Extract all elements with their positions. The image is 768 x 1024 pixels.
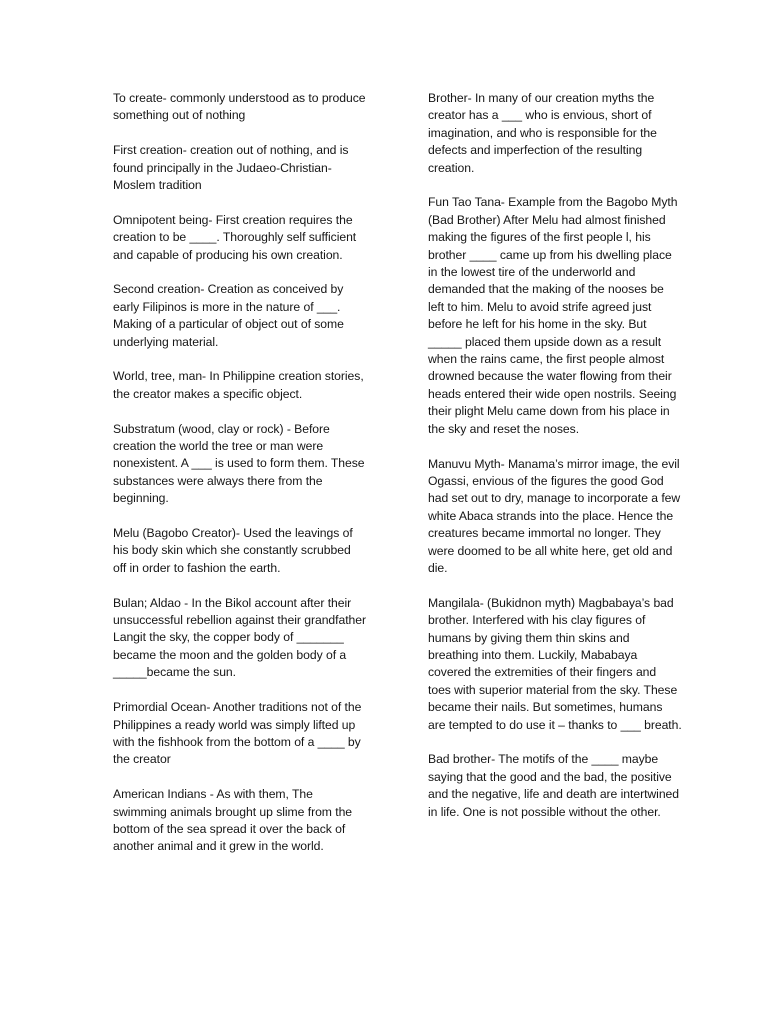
- definition-melu: Melu (Bagobo Creator)- Used the leavings of his body skin which she constantly scrubbed off in order to fashion the earth.: [113, 526, 353, 575]
- right-column: [428, 90, 682, 821]
- definition-brother: Brother- In many of our creation myths the creator has a ___ who is envious, short of imagination, and who is responsible for the defects and imperfection of the resulting creation.: [428, 91, 657, 175]
- definition-first-creation: First creation- creation out of nothing, and is found principally in the Judaeo-Christian-Moslem tradition: [113, 143, 349, 193]
- definition-primordial-ocean: Primordial Ocean- Another traditions not of the Philippines a ready world was simply lifted up with the fishhook from the bottom of a ____ by the creator: [113, 700, 362, 767]
- definition-mangilala: Mangilala- (Bukidnon myth) Magbabaya’s bad brother. Interfered with his clay figures of humans by giving them thin skins and breathing into them. Luckily, Mababaya covered the extremities of their fingers and toes with superior material from the sky. These became their nails. But sometimes, humans are tempted to do use it – thanks to ___ breath.: [428, 595, 682, 732]
- definition-omnipotent-being: Omnipotent being- First creation requires the creation to be ____. Thoroughly self sufficient and capable of producing his own creation.: [113, 212, 357, 262]
- definition-world-tree-man: World, tree, man- In Philippine creation stories, the creator makes a specific object.: [113, 369, 364, 401]
- definition-bulan-aldao: Bulan; Aldao - In the Bikol account after their unsuccessful rebellion against their grandfather Langit the sky, the copper body of _______ became the moon and the golden body of a _____became the sun.: [113, 595, 367, 680]
- definition-bad-brother: Bad brother- The motifs of the ____ maybe saying that the good and the bad, the positive and the negative, life and death are intertwined in life. One is not possible without the other.: [428, 752, 680, 819]
- definition-american-indians: American Indians - As with them, The swimming animals brought up slime from the bottom of the sea spread it over the back of another animal and it grew in the world.: [113, 787, 353, 854]
- definition-substratum: Substratum (wood, clay or rock) - Before creation the world the tree or man were nonexistent. A ___ is used to form them. These substances were always there from the beginning.: [113, 421, 365, 506]
- left-column: [113, 90, 367, 856]
- definition-fun-tao-tana: Fun Tao Tana- Example from the Bagobo Myth (Bad Brother) After Melu had almost finished making the figures of the first people l, his brother ____ came up from his dwelling place in the lowest tire of the underworld and demanded that the making of the nooses be left to him. Melu to avoid strife agreed just before he left for his home in the sky. But _____ placed them upside down as a result when the rains came, the first people almost drowned because the water flowing from their heads entered their wide open nostrils. Seeing their plight Melu came down from his place in the sky and reset the noses.: [428, 195, 678, 436]
- definition-second-creation: Second creation- Creation as conceived by early Filipinos is more in the nature of ___. Making of a particular of object out of some underlying material.: [113, 282, 344, 349]
- definition-manuvu-myth: Manuvu Myth- Manama’s mirror image, the evil Ogassi, envious of the figures the good God had set out to dry, manage to incorporate a few white Abaca strands into the place. Hence the creatures became immortal no longer. They were doomed to be all white here, get old and die.: [428, 456, 681, 575]
- definition-to-create: To create- commonly understood as to produce something out of nothing: [113, 91, 366, 123]
